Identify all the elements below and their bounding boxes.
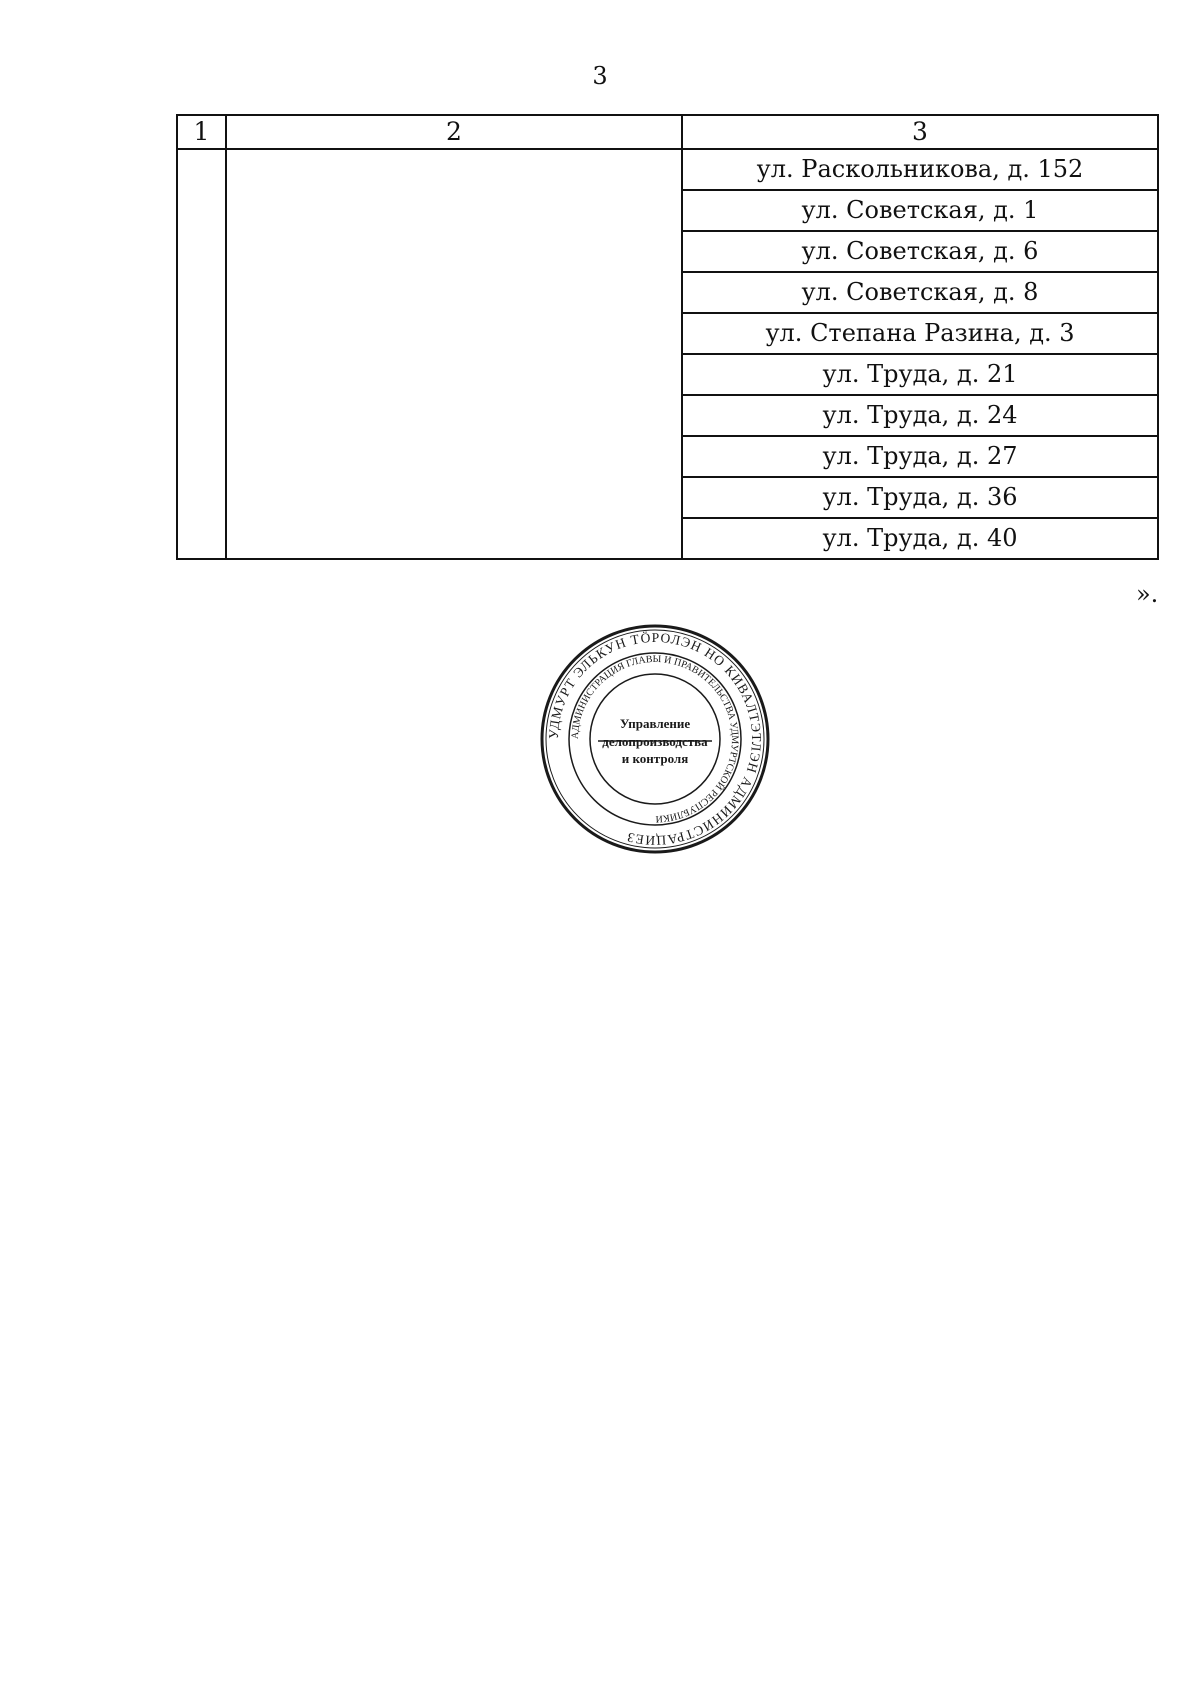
address-cell: ул. Труда, д. 36 bbox=[682, 477, 1158, 518]
seal-center-line-3: и контроля bbox=[621, 751, 689, 766]
column-2-cell bbox=[226, 149, 682, 559]
page-number: 3 bbox=[592, 62, 608, 90]
column-header-2: 2 bbox=[226, 115, 682, 149]
seal-center-line-1: Управление bbox=[619, 716, 691, 731]
address-cell: ул. Труда, д. 24 bbox=[682, 395, 1158, 436]
address-cell: ул. Степана Разина, д. 3 bbox=[682, 313, 1158, 354]
seal-outer-text: УДМУРТ ЭЛЬКУН ТӦРОЛЭН НО КИВАЛТЭТЛЭН АДМИНИСТРАЦИЕЗ bbox=[545, 629, 765, 849]
table-row bbox=[177, 149, 1158, 190]
address-table bbox=[176, 114, 1159, 560]
address-cell: ул. Советская, д. 8 bbox=[682, 272, 1158, 313]
address-cell: ул. Труда, д. 40 bbox=[682, 518, 1158, 559]
column-header-1: 1 bbox=[177, 115, 226, 149]
seal-center-line-2: делопроизводства bbox=[602, 734, 708, 749]
address-cell: ул. Раскольникова, д. 152 bbox=[682, 149, 1158, 190]
official-seal-stamp bbox=[538, 622, 772, 856]
column-1-cell bbox=[177, 149, 226, 559]
seal-inner-text: АДМИНИСТРАЦИЯ ГЛАВЫ И ПРАВИТЕЛЬСТВА УДМУРТСКОЙ РЕСПУБЛИКИ bbox=[569, 653, 741, 825]
address-cell: ул. Советская, д. 1 bbox=[682, 190, 1158, 231]
address-cell: ул. Труда, д. 27 bbox=[682, 436, 1158, 477]
column-header-3: 3 bbox=[682, 115, 1158, 149]
closing-quote: ». bbox=[1136, 580, 1159, 608]
address-cell: ул. Советская, д. 6 bbox=[682, 231, 1158, 272]
address-cell: ул. Труда, д. 21 bbox=[682, 354, 1158, 395]
table-header-row bbox=[177, 115, 1158, 149]
